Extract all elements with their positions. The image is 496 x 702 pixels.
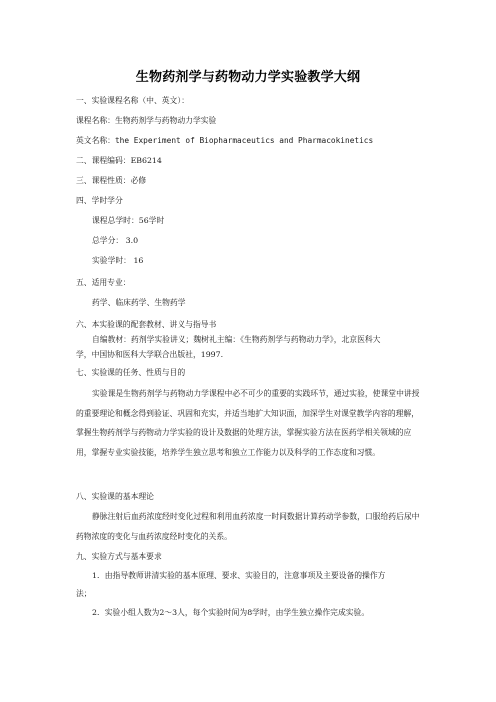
section-5-heading: 五、适用专业： (76, 278, 131, 287)
requirement-1-line-2: 法； (76, 589, 92, 598)
document-title: 生物药剂学与药物动力学实验教学大纲 (135, 70, 361, 85)
section-9-heading: 九、实验方式与基本要求 (76, 552, 162, 561)
requirement-2: 2．实验小组人数为2～3人，每个实验时间为8学时，由学生独立操作完成实验。 (92, 608, 370, 617)
requirement-1-line-1: 1．由指导教师讲清实验的基本原理、要求、实验目的，注意事项及主要设备的操作方 (92, 571, 386, 580)
textbook-line-2: 学，中国协和医科大学联合出版社，1997. (76, 350, 224, 359)
course-name-cn: 课程名称：生物药剂学与药物动力学实验 (76, 116, 217, 125)
section-8-heading: 八、实验课的基本理论 (76, 492, 154, 501)
textbook-line-1: 自编教材：药剂学实验讲义；魏树礼主编：《生物药剂学与药物动力学》，北京医科大 (92, 335, 381, 344)
section-7-heading: 七、实验课的任务、性质与目的 (76, 368, 186, 377)
total-hours: 课程总学时：56学时 (92, 216, 165, 225)
section-7-paragraph: 实验课是生物药剂学与药物动力学课程中必不可少的重要的实践环节，通过实验，使课堂中讲授的重要理论和概念得到验证、巩固和充实，并适当地扩大知识面，加深学生对课堂教学内容的理解，掌握生物药剂学与药物动力学实验的设计及数据的处理方法，掌握实验方法在医药学相关领域的应用，掌握专业实验技能，培养学生独立思考和独立工作能力以及科学的工作态度和习惯。 (76, 389, 420, 457)
course-name-en: 英文名称：the Experiment of Biopharmaceutics and Pharmacokinetics (76, 136, 374, 145)
section-3-heading: 三、课程性质：必修 (76, 176, 147, 185)
section-1-heading: 一、实验课程名称（中、英文）： (76, 96, 190, 105)
section-6-heading: 六、本实验课的配套教材、讲义与指导书 (76, 320, 217, 329)
applicable-majors: 药学、临床药学、生物药学 (92, 298, 186, 307)
section-4-heading: 四、学时学分 (76, 196, 123, 205)
section-8-paragraph: 静脉注射后血药浓度经时变化过程和利用血药浓度一时间数据计算药动学参数，口服给药后尿中药物浓度的变化与血药浓度经时变化的关系。 (76, 512, 420, 541)
lab-hours: 实验学时： 16 (92, 256, 144, 265)
total-credits: 总学分： 3.0 (92, 236, 139, 245)
section-2-heading: 二、课程编码：EB6214 (76, 156, 162, 165)
